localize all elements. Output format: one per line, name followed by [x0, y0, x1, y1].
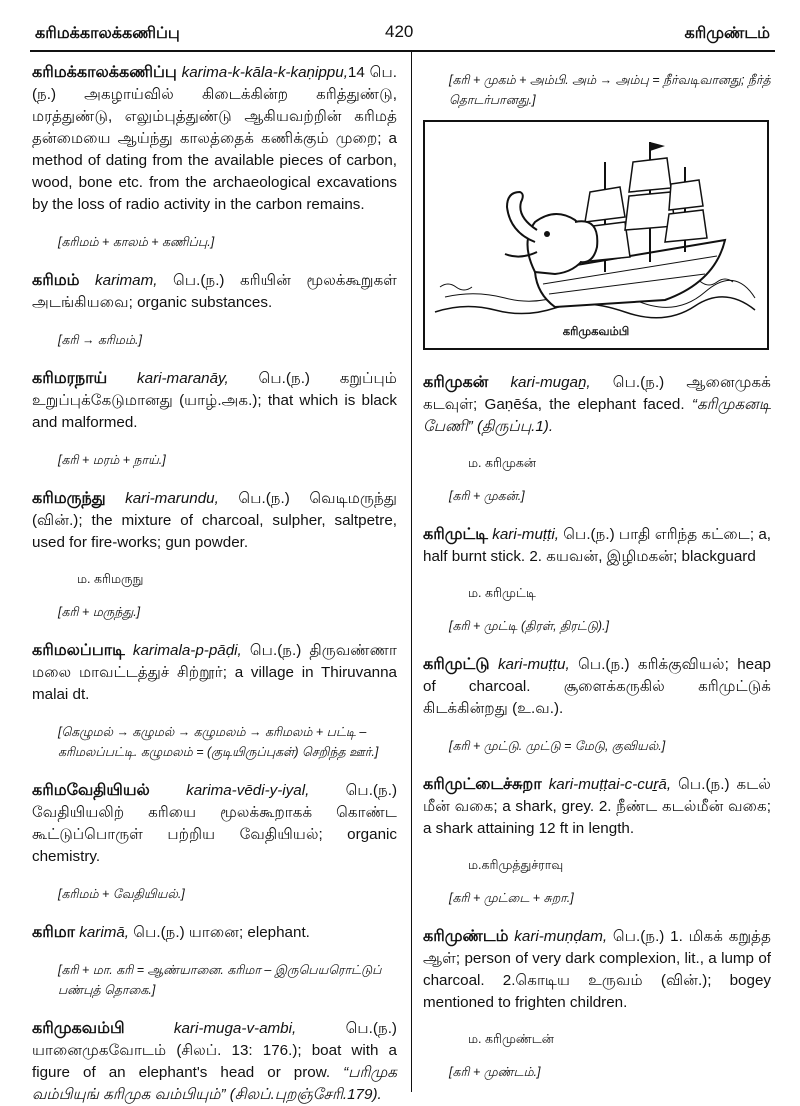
transliteration: karimam, [95, 272, 158, 289]
etymology: [கரி + முகம் + அம்பி. அம் → அம்பு = நீர்வடிவானது; நீர்த் தொடர்பானது.] [449, 73, 771, 107]
transliteration: kari-maranāy, [137, 370, 229, 387]
headword: கரிமருந்து [32, 490, 106, 507]
etymology: [கெழுமல் → கழுமல் → கழுமலம் → கரிமலம் + பட்டி – கரிமலப்பட்டி. கழுமலம் = (குடியிருப்புகள்) செறிந்த ஊர்.] [58, 725, 379, 759]
dictionary-entry [423, 524, 771, 636]
etymology: [கரி + மா. கரி = ஆண்யானை. கரிமா – இருபெயரொட்டுப் பண்புத் தொகை.] [58, 963, 382, 997]
etymology: [கரி + மருந்து.] [58, 605, 141, 619]
malayalam-cognate: ம. கரிமுண்டன் [468, 1032, 554, 1046]
transliteration: karimā, [79, 924, 130, 941]
transliteration: kari-marundu, [125, 490, 219, 507]
page-header [0, 0, 800, 48]
etymology: [கரி + முண்டம்.] [449, 1065, 541, 1079]
quotation: “பரிமுக வம்பியுங் கரிமுக வம்பியும்” (சிலப்.புறஞ்சேரி.179). [32, 1064, 397, 1103]
transliteration: karima-k-kāla-k-kaṇippu, [181, 64, 348, 81]
dictionary-entry [423, 372, 771, 506]
header-divider [30, 50, 775, 52]
headword: கரிமம் [32, 272, 80, 289]
transliteration: kari-muṇḍam, [514, 928, 608, 945]
transliteration: kari-muga-v-ambi, [173, 1020, 297, 1037]
headword: கரிமரநாய் [32, 370, 108, 387]
etymology: [கரி + முட்டை + சுறா.] [449, 891, 574, 905]
headword: கரிமுட்டு [423, 656, 490, 673]
headword: கரிமா [32, 924, 75, 941]
dictionary-entry [32, 270, 397, 350]
definition: பெ.(ந.) ஆனைமுகக் கடவுள்; Gaṇēśa, the elephant faced. [423, 374, 771, 413]
column-divider [411, 52, 412, 1092]
dictionary-entry [32, 640, 397, 762]
header-guide-word-right: கரிமுண்டம் [684, 25, 770, 42]
transliteration: kari-muṭṭai-c-cuṟā, [548, 776, 672, 793]
dictionary-entry [32, 1018, 397, 1106]
definition: பெ.(ந.) திருவண்ணா மலை மாவட்டத்துச் சிற்றூர்; a village in Thiruvanna malai dt. [32, 642, 397, 703]
dictionary-entry [32, 922, 397, 1000]
headword: கரிமலப்பாடி [32, 642, 125, 659]
etymology: [கரி + முட்டி (திரள், திரட்டு).] [449, 619, 609, 633]
dictionary-entry [32, 368, 397, 470]
transliteration: kari-mugaṉ, [510, 374, 591, 391]
etymology: [கரி → கரிமம்.] [58, 333, 142, 347]
quotation: “கரிமுகனடி பேணி” (திருப்பு.1). [423, 396, 771, 435]
definition: பெ.(ந.) கரியின் மூலக்கூறுகள் அடங்கியவை; organic substances. [32, 272, 397, 311]
definition: பெ.(ந.) யானைமுகவோடம் (சிலப். 13: 176.); boat with a figure of an elephant's head or prow. [32, 1020, 397, 1081]
headword: கரிமுண்டம் [423, 928, 509, 945]
headword: கரிமுட்டி [423, 526, 488, 543]
etymology: [கரிமம் + காலம் + கணிப்பு.] [58, 235, 215, 249]
dictionary-entry [32, 780, 397, 904]
definition: பெ.(ந.) கறுப்பும் உறுப்புக்கேடுமானது (யாழ்.அக.); that which is black and malformed. [32, 370, 397, 431]
transliteration: karima-vēdi-y-iyal, [186, 782, 310, 799]
dictionary-entry [32, 62, 397, 252]
etymology: [கரி + மரம் + நாய்.] [58, 453, 166, 467]
headword: கரிமுகன் [423, 374, 489, 391]
etymology: [கரி + முகன்.] [449, 489, 525, 503]
dictionary-entry [423, 774, 771, 908]
malayalam-cognate: ம.கரிமுத்துச்ராவு [468, 858, 564, 872]
malayalam-cognate: ம. கரிமுகன் [468, 456, 536, 470]
elephant-headed-boat-illustration [425, 122, 767, 348]
malayalam-cognate: ம. கரிமுட்டி [468, 586, 536, 600]
illustration-caption: கரிமுகவம்பி [562, 326, 630, 338]
definition: பெ.(ந.) 1. மிகக் கறுத்த ஆள்; person of very dark complexion, lit., a lump of charcoal. 2.கொடிய உருவம் (வின்.); bogey mentioned to frighten children. [423, 928, 771, 1011]
etymology: [கரிமம் + வேதியியல்.] [58, 887, 185, 901]
malayalam-cognate: ம. கரிமருநு [77, 572, 144, 586]
page-number: 420 [385, 22, 414, 41]
headword: கரிமுட்டைச்சுறா [423, 776, 542, 793]
left-column [32, 62, 397, 1106]
illustration-frame [423, 120, 769, 350]
definition: பெ.(ந.) வெடிமருந்து (வின்.); the mixture of charcoal, sulpher, saltpetre, used for fire-works; gun powder. [32, 490, 397, 551]
headword: கரிமவேதியியல் [32, 782, 150, 799]
definition: பெ.(ந.) யானை; elephant. [133, 924, 310, 941]
definition: பெ.(ந.) வேதியியலிற் கரியை மூலக்கூறாகக் கொண்ட கூட்டுப்பொருள் பற்றிய வேதியியல்; organic chemistry. [32, 782, 397, 865]
dictionary-entry [423, 926, 771, 1082]
definition: பெ.(ந.) கரிக்குவியல்; heap of charcoal. சூளைக்கருகில் கரிமுட்டுக் கிடக்கின்றது (உ.வ.). [423, 656, 771, 717]
dictionary-entry [32, 488, 397, 622]
definition: பெ.(ந.) கடல் மீன் வகை; a shark, grey. 2. நீண்ட கடல்மீன் வகை; a shark attaining 12 ft in length. [423, 776, 771, 837]
definition: பெ.(ந.) பாதி எரிந்த கட்டை; a, half burnt stick. 2. கயவன், இழிமகன்; blackguard [423, 526, 771, 565]
header-guide-word-left: கரிமக்காலக்கணிப்பு [35, 25, 180, 42]
transliteration: karimala-p-pāḍi, [132, 642, 242, 659]
transliteration: kari-muṭṭu, [497, 656, 570, 673]
etymology: [கரி + முட்டு. முட்டு = மேடு, குவியல்.] [449, 739, 666, 753]
right-column [423, 62, 771, 1100]
headword: கரிமுகவம்பி [32, 1020, 125, 1037]
definition: 14 பெ.(ந.) அகழாய்வில் கிடைக்கின்ற கரித்துண்டு, மரத்துண்டு, எலும்புத்துண்டு ஆகியவற்றின் கரிமத் தன்மையை ஆய்ந்து காலத்தைக் கணிக்கும் முறை; a method of dating from the available pieces of carbon, wood, bone etc. from the archaeological excavations by the loss of radio activity in the carbon remains. [32, 64, 397, 213]
transliteration: kari-muṭṭi, [492, 526, 559, 543]
headword: கரிமக்காலக்கணிப்பு [32, 64, 177, 81]
dictionary-entry [423, 654, 771, 756]
